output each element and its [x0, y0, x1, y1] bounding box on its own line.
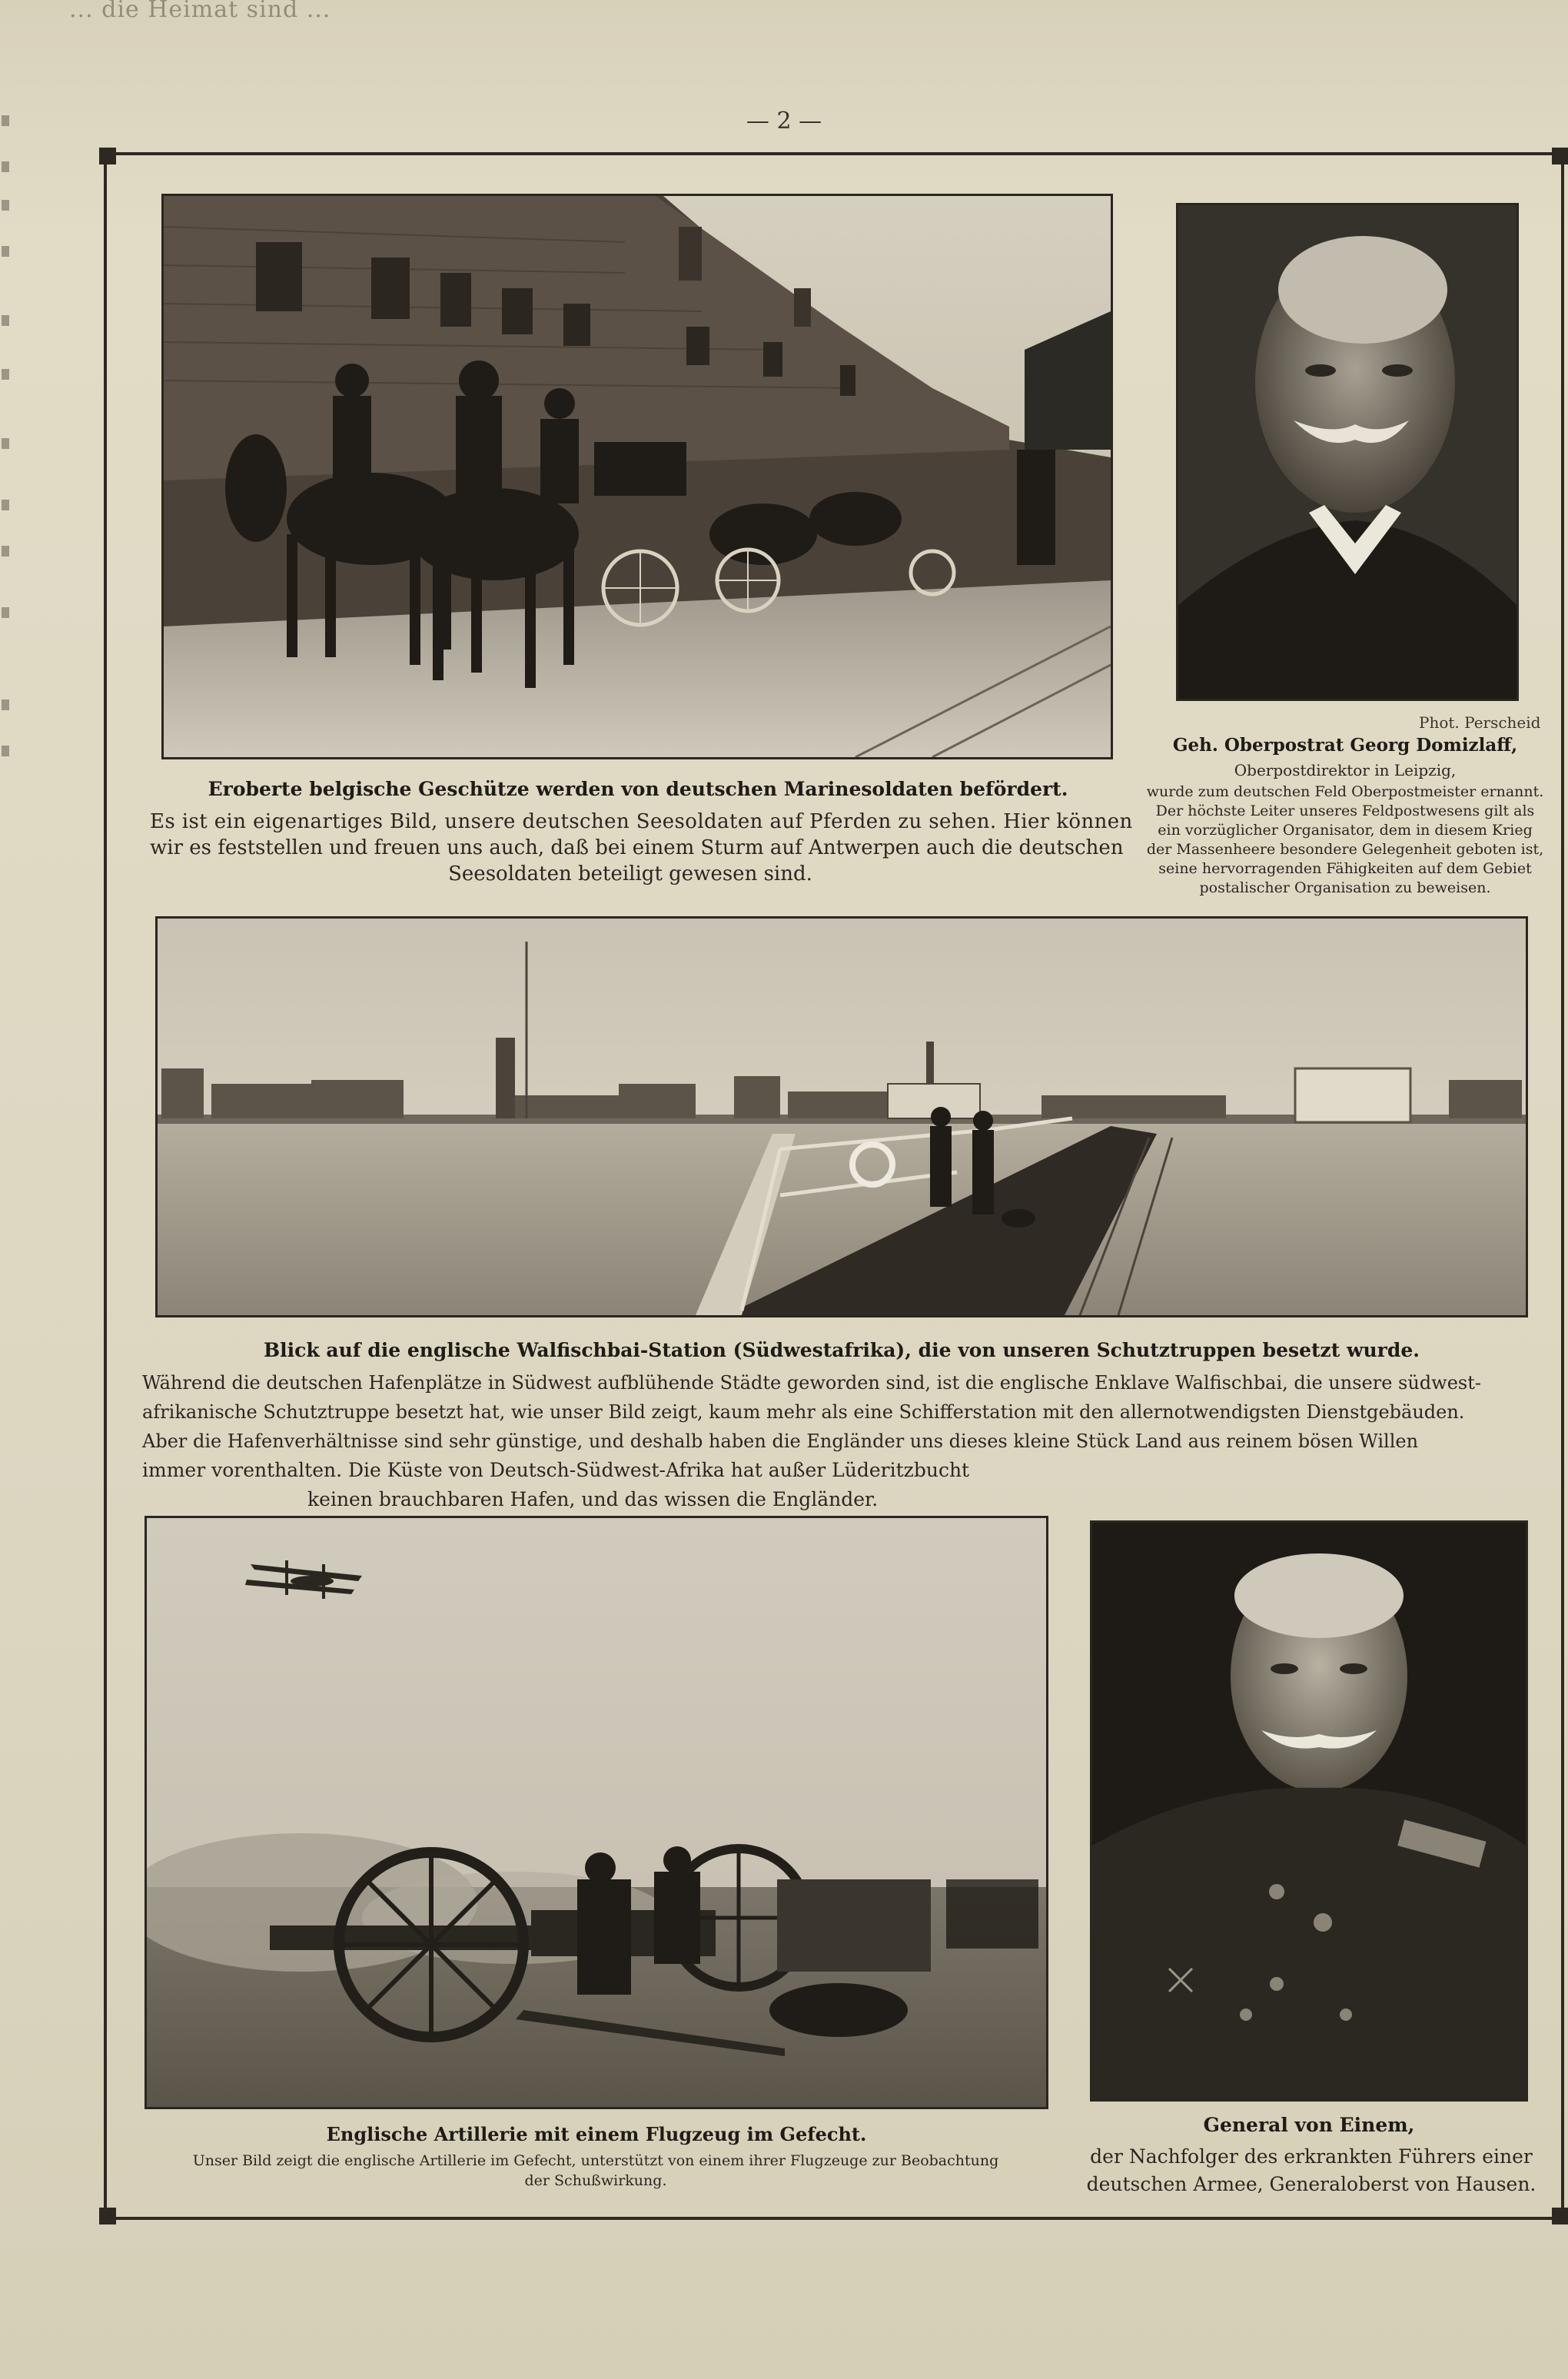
portrait-domizlaff-illustration	[1178, 205, 1517, 699]
portrait1-line: Der höchste Leiter unseres Feldpostwesens gilt als	[1155, 802, 1535, 819]
portrait1-credit: Phot. Perscheid	[1419, 713, 1541, 732]
portrait1-line: ein vorzüglicher Organisator, dem in diesem Krieg	[1158, 822, 1533, 839]
portrait-von-einem-illustration	[1092, 1523, 1526, 2099]
article3-body	[123, 2151, 1068, 2191]
article1-line: wir es feststellen und freuen uns auch, daß bei einem Sturm auf Antwerpen auch die deutschen	[150, 836, 1124, 859]
harbor-scene-illustration	[158, 919, 1526, 1315]
article2-line: afrikanische Schutztruppe besetzt hat, wie unser Bild zeigt, kaum mehr als eine Schifferstation mit den allernotwendigsten Dienstgebäuden.	[142, 1401, 1465, 1423]
portrait-domizlaff	[1176, 203, 1519, 701]
article2-line: Aber die Hafenverhältnisse sind sehr günstige, und deshalb haben die Engländer uns dieses kleine Stück Land aus reinem bösen Willen	[142, 1430, 1419, 1452]
article1-line: Seesoldaten beteiligt gewesen sind.	[448, 862, 812, 885]
portrait-von-einem	[1090, 1520, 1528, 2102]
article3-line: Unser Bild zeigt die englische Artillerie im Gefecht, unterstützt von einem ihrer Flugzeuge zur Beobachtung	[192, 2152, 999, 2169]
article3-title: Englische Artillerie mit einem Flugzeug im Gefecht.	[326, 2123, 867, 2145]
portrait1-name: Geh. Oberpostrat Georg Domizlaff,	[1172, 735, 1518, 756]
article1-body	[150, 809, 1133, 887]
article2-body	[142, 1368, 1541, 1514]
bleed-through-text: ... die Heimat sind ...	[69, 0, 331, 20]
article2-line: keinen brauchbaren Hafen, und das wissen die Engländer.	[307, 1488, 879, 1510]
left-margin-marks	[0, 115, 12, 1038]
portrait2-body	[1081, 2143, 1542, 2198]
article3-line: der Schußwirkung.	[524, 2172, 667, 2189]
article1-line: Es ist ein eigenartiges Bild, unsere deutschen Seesoldaten auf Pferden zu sehen. Hier können	[150, 810, 1133, 833]
article2-title: Blick auf die englische Walfischbai-Station (Südwestafrika), die von unseren Schutztruppen besetzt wurde.	[264, 1339, 1420, 1361]
article1-title: Eroberte belgische Geschütze werden von deutschen Marinesoldaten befördert.	[208, 778, 1068, 800]
portrait1-line: der Massenheere besondere Gelegenheit geboten ist,	[1146, 841, 1544, 858]
portrait1-line: wurde zum deutschen Feld Oberpostmeister ernannt.	[1146, 783, 1544, 800]
article2-line: immer vorenthalten. Die Küste von Deutsch-Südwest-Afrika hat außer Lüderitzbucht	[142, 1459, 970, 1481]
portrait1-body	[1130, 782, 1560, 898]
portrait1-line: seine hervorragenden Fähigkeiten auf dem Gebiet	[1158, 860, 1532, 877]
photo-artillery	[145, 1516, 1048, 2109]
page-number: — 2 —	[746, 108, 822, 135]
portrait2-name: General von Einem,	[1203, 2114, 1415, 2136]
photo-walfischbai	[155, 916, 1528, 1317]
article2-line: Während die deutschen Hafenplätze in Südwest aufblühende Städte geworden sind, ist die englische Enklave Walfischbai, die unsere südwest-	[142, 1372, 1481, 1394]
photo-marines-horses	[161, 194, 1113, 759]
portrait2-line: deutschen Armee, Generaloberst von Hausen.	[1086, 2173, 1536, 2195]
portrait1-subtitle: Oberpostdirektor in Leipzig,	[1234, 761, 1457, 779]
street-scene-illustration	[164, 196, 1111, 757]
portrait2-line: der Nachfolger des erkrankten Führers einer	[1090, 2145, 1533, 2168]
artillery-scene-illustration	[147, 1518, 1046, 2107]
portrait1-line: postalischer Organisation zu beweisen.	[1199, 879, 1491, 896]
